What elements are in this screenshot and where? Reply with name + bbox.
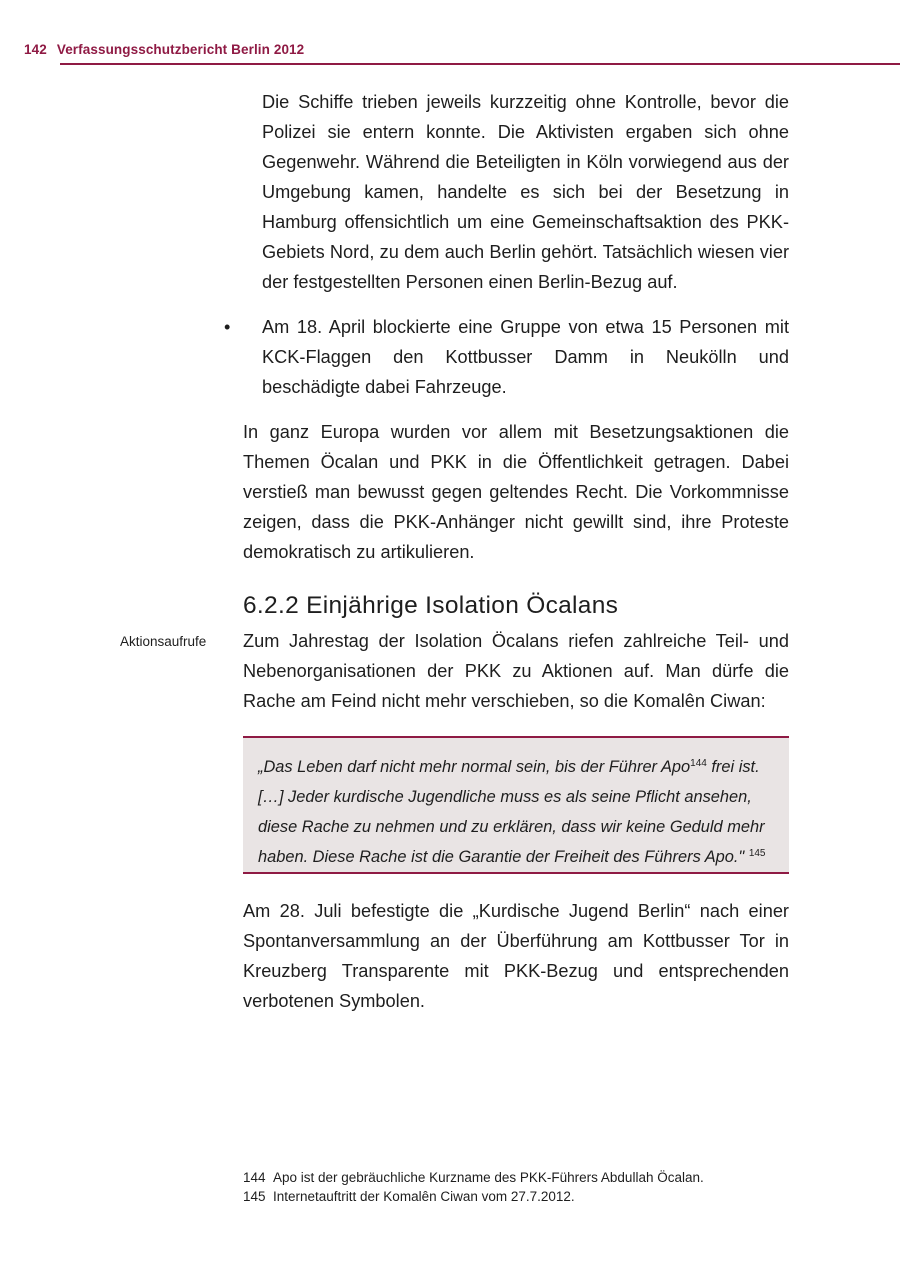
section-heading: 6.2.2 Einjährige Isolation Öcalans <box>243 592 619 619</box>
continued-block <box>243 87 789 297</box>
footnote-number: 145 <box>243 1189 266 1204</box>
header-rule <box>60 63 900 65</box>
continued-paragraph: Die Schiffe trieben jeweils kurzzeitig ohne Kontrolle, bevor die Polizei sie entern konnte. Die Aktivisten ergaben sich ohne Gegenwehr. Während die Beteiligten in Köln vorwiegend aus der Umgebung kamen, handelte es sich bei der Besetzung in Hamburg offensichtlich um eine Gemeinschaftsaktion des PKK-Gebiets Nord, zu dem auch Berlin gehört. Tatsächlich wiesen vier der festgestellten Personen einen Berlin-Bezug auf. <box>262 92 789 292</box>
footnote-number: 144 <box>243 1170 266 1185</box>
bullet-text: Am 18. April blockierte eine Gruppe von etwa 15 Personen mit KCK-Flaggen den Kottbusser Damm in Neukölln und beschädigte dabei Fahrzeuge. <box>262 317 789 397</box>
quote-text-part2: frei ist. […] Jeder kurdische Jugendliche muss es als seine Pflicht ansehen, diese Rache zu nehmen und zu erklären, dass wir keine Geduld mehr haben. Diese Rache ist die Garantie der Freiheit des Führers Apo." <box>258 758 765 866</box>
intro-block <box>243 626 789 716</box>
footnote-item <box>243 1168 704 1187</box>
footnotes <box>243 1168 704 1206</box>
summary-paragraph: In ganz Europa wurden vor allem mit Besetzungsaktionen die Themen Öcalan und PKK in die Öffentlichkeit getragen. Dabei verstieß man bewusst gegen geltendes Recht. Die Vorkommnisse zeigen, dass die PKK-Anhänger nicht gewillt sind, ihre Proteste demokratisch zu artikulieren. <box>243 422 789 562</box>
intro-paragraph: Zum Jahrestag der Isolation Öcalans riefen zahlreiche Teil- und Nebenorganisationen der PKK zu Aktionen auf. Man dürfe die Rache am Feind nicht mehr verschieben, so die Komalên Ciwan: <box>243 631 789 711</box>
footnote-text: Apo ist der gebräuchliche Kurzname des PKK-Führers Abdullah Öcalan. <box>273 1170 704 1185</box>
footnote-item <box>243 1187 704 1206</box>
publication-title: Verfassungsschutzbericht Berlin 2012 <box>56 42 305 57</box>
quote-text-part1: „Das Leben darf nicht mehr normal sein, bis der Führer Apo <box>258 758 691 776</box>
footnote-ref-144[interactable]: 144 <box>690 758 707 769</box>
closing-paragraph: Am 28. Juli befestigte die „Kurdische Jugend Berlin“ nach einer Spontanversammlung an der Überführung am Kottbusser Tor in Kreuzberg Transparente mit PKK-Bezug und entsprechenden verbotenen Symbolen. <box>243 901 789 1011</box>
summary-block <box>243 417 789 567</box>
running-header <box>24 42 900 57</box>
bullet-list <box>224 312 789 402</box>
list-item <box>224 312 789 402</box>
footnote-ref-145[interactable]: 145 <box>748 848 766 859</box>
bullet-icon: • <box>224 317 231 337</box>
footnote-text: Internetauftritt der Komalên Ciwan vom 27.7.2012. <box>273 1189 575 1204</box>
closing-block <box>243 896 789 1016</box>
page-number: 142 <box>24 42 47 57</box>
margin-note: Aktionsaufrufe <box>120 634 207 649</box>
quote-box <box>243 736 789 874</box>
